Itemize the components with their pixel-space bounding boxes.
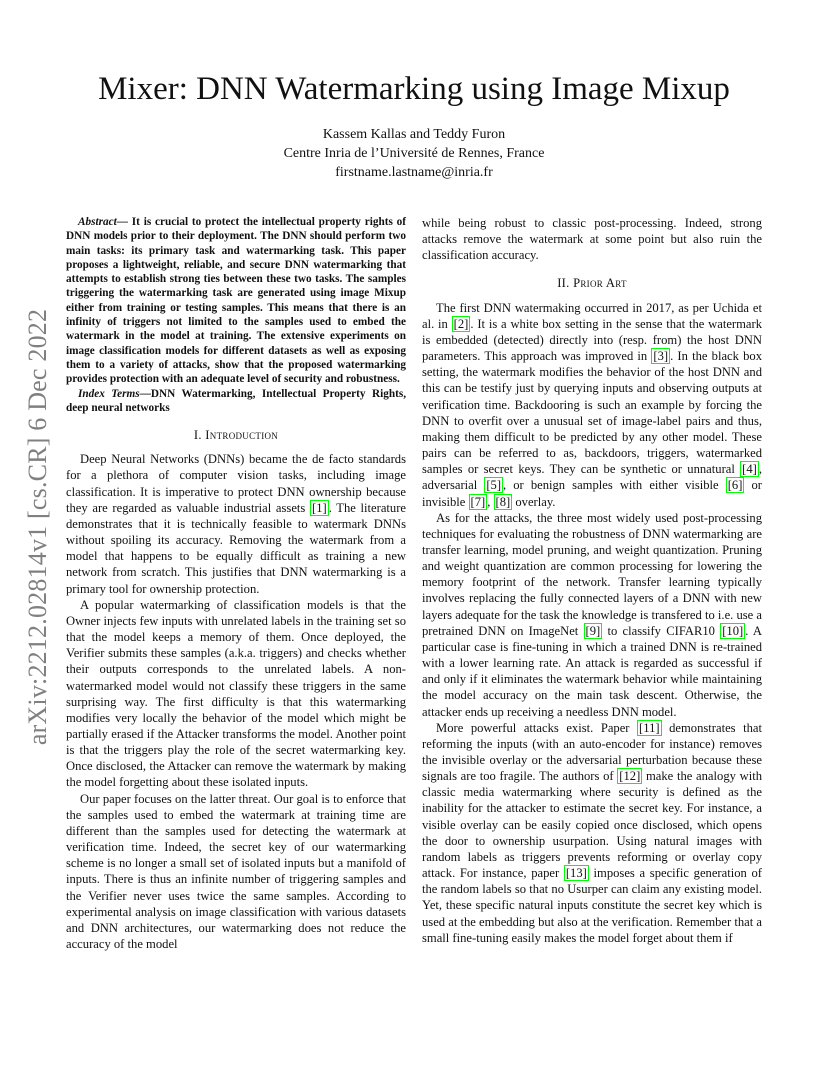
author-names: Kassem Kallas and Teddy Furon — [322, 127, 506, 142]
intro-continuation: while being robust to classic post-processing. Indeed, strong attacks remove the watermark at some point but also ruin the classification accuracy. — [422, 216, 762, 263]
citation-link[interactable]: [2] — [453, 316, 469, 331]
section-number: II. — [557, 276, 574, 291]
section-number: I. — [193, 428, 206, 443]
introduction-body — [66, 451, 406, 952]
index-terms-text: —DNN Watermarking, Intellectual Property Rights, deep neural networks — [66, 387, 407, 414]
section-name: Introduction — [205, 428, 279, 443]
author-email: firstname.lastname@inria.fr — [335, 165, 493, 180]
introduction-paragraph: A popular watermarking of classification models is that the Owner injects few inputs with unrelated labels in the training set so that the model keeps a memory of them. Once deployed, the Verifier submits these samples (a.k.a. triggers) and checks whether their outputs corresponds to the unrelated labels. A non-watermarked model would not classify these triggers in the same surprising way. The first difficulty is that this watermarking modifies very locally the behavior of the model which might be partially erased if the Attacker transforms the model. Another point is that the triggers play the role of the secret watermarking key. Once disclosed, the Attacker can remove the watermark by making the model forgetting about these isolated inputs. — [66, 597, 406, 790]
citation-link[interactable]: [4] — [742, 462, 757, 477]
citation-link[interactable]: [8] — [495, 494, 511, 509]
citation-link[interactable]: [13] — [565, 866, 587, 881]
index-terms-label: Index Terms — [78, 387, 140, 400]
right-column — [422, 215, 762, 946]
prior-art-paragraph: More powerful attacks exist. Paper [11] demonstrates that reforming the inputs (with an auto-encoder for instance) removes the invisible overlay or the adversarial perturbation because these signals are too fragile. The authors of [12] make the analogy with classic media watermarking where security is defined as the inability for the attacker to estimate the secret key. For instance, a visible overlay can be easily copied once disclosed, which opens the door to ownership usurpation. Using natural images with random labels as triggers prevents reforming or overlay copy attack. For instance, paper [13] imposes a specific generation of the random labels so that no Usurper can claim any existing model. Yet, these specific natural inputs constitute the secret key which is used at the embedding but also at the verification. Remember that a small fine-tuning easily makes the model forget about them if — [422, 720, 762, 945]
left-column — [66, 215, 406, 952]
abstract — [66, 215, 406, 415]
index-terms — [66, 387, 406, 416]
citation-link[interactable]: [6] — [727, 478, 743, 493]
citation-link[interactable]: [7] — [470, 494, 486, 509]
citation-link[interactable]: [11] — [639, 720, 660, 735]
section-name: Prior Art — [573, 276, 627, 291]
prior-art-paragraph: As for the attacks, the three most widely used post-processing techniques for evaluating the robustness of DNN watermarking are transfer learning, model pruning, and weight quantization. Pruning and weight quantization are common processing for lowering the memory footprint of the network. Transfer learning typically involves replacing the fully connected layers of a DNN with new layers adequate for the task the knowledge is transfered to i.e. use a pretrained DNN on ImageNet [9] to classify CIFAR10 [10] . A particular case is fine-tuning in which a trained DNN is re-trained with a lower learning rate. An attack is regarded as successful if and only if it eliminates the watermark behavior while maintaining the model accuracy on the main task descent. Otherwise, the attacker ends up receiving a needless DNN model. — [422, 510, 762, 719]
citation-link[interactable]: [5] — [486, 478, 502, 493]
author-block — [0, 125, 828, 182]
citation-link[interactable]: [3] — [653, 349, 669, 364]
arxiv-identifier-text: arXiv:2212.02814v1 [cs.CR] 6 Dec 2022 — [23, 308, 52, 746]
author-affiliation: Centre Inria de l’Université de Rennes, France — [283, 146, 545, 161]
introduction-paragraph: Deep Neural Networks (DNNs) became the de facto standards for a plethora of computer vision tasks, including image classification. It is imperative to protect DNN ownership because they are regarded as valuable industrial assets [1] . The literature demonstrates that it is technically feasible to watermark DNNs without spoiling its accuracy. Removing the watermark from a model that happens to be equally difficult as training a new network from scratch. This justifies that DNN watermarking is a primary tool for ownership protection. — [66, 452, 407, 596]
citation-link[interactable]: [1] — [312, 500, 327, 515]
citation-link[interactable]: [10] — [722, 623, 744, 638]
paper-title: Mixer: DNN Watermarking using Image Mixup — [98, 71, 730, 107]
abstract-paragraph — [66, 215, 406, 387]
citation-link[interactable]: [12] — [619, 769, 641, 784]
prior-art-body — [422, 300, 762, 946]
citation-link[interactable]: [9] — [585, 623, 601, 638]
arxiv-identifier-stamp — [20, 292, 56, 762]
abstract-label: Abstract— — [78, 216, 129, 228]
section-heading-prior-art — [422, 275, 762, 291]
abstract-text: It is crucial to protect the intellectual property rights of DNN models prior to their deployment. The DNN should perform two main tasks: its primary task and watermarking task. This paper proposes a lightweight, reliable, and secure DNN watermarking that attempts to establish strong ties between these two tasks. The samples triggering the watermarking task are generated using image Mixup either from training or testing samples. This means that there is an infinity of triggers not limited to the samples used to embed the watermark in the model at training. The extensive experiments on image classification models for different datasets as well as exposing them to a variety of attacks, show that the proposed watermarking provides protection with an adequate level of security and robustness. — [66, 216, 406, 386]
introduction-paragraph: Our paper focuses on the latter threat. Our goal is to enforce that the samples used to embed the watermark at training time are different than the samples used for detecting the watermark at verification time. Indeed, the secret key of our watermarking scheme is no longer a small set of isolated inputs but a manifold of inputs. There is thus an infinite number of triggering samples and the Verifier never uses twice the same samples. According to experimental analysis on image classification with various datasets and DNN architectures, our watermarking does not reduce the accuracy of the model — [66, 791, 406, 951]
prior-art-paragraph: The first DNN watermaking occurred in 2017, as per Uchida et al. in [2] . It is a white box setting in the sense that the watermark is embedded (detected) directly into (resp. from) the host DNN parameters. This approach was improved in [3] . In the black box setting, the watermark modifies the behavior of the host DNN and this can be testify just by querying inputs and observing outputs at verification time. Backdooring is such an example by forcing the DNN to overfit over a unusual set of image-label pairs and thus, making them difficult to be predicted by any other model. These pairs can be referred to as, backdoors, triggers, watermarked samples or secret keys. They can be synthetic or unnatural [4] , adversarial [5] , or benign samples with either visible [6] or invisible [7] , [8] overlay. — [422, 300, 763, 509]
section-heading-introduction — [66, 427, 406, 443]
